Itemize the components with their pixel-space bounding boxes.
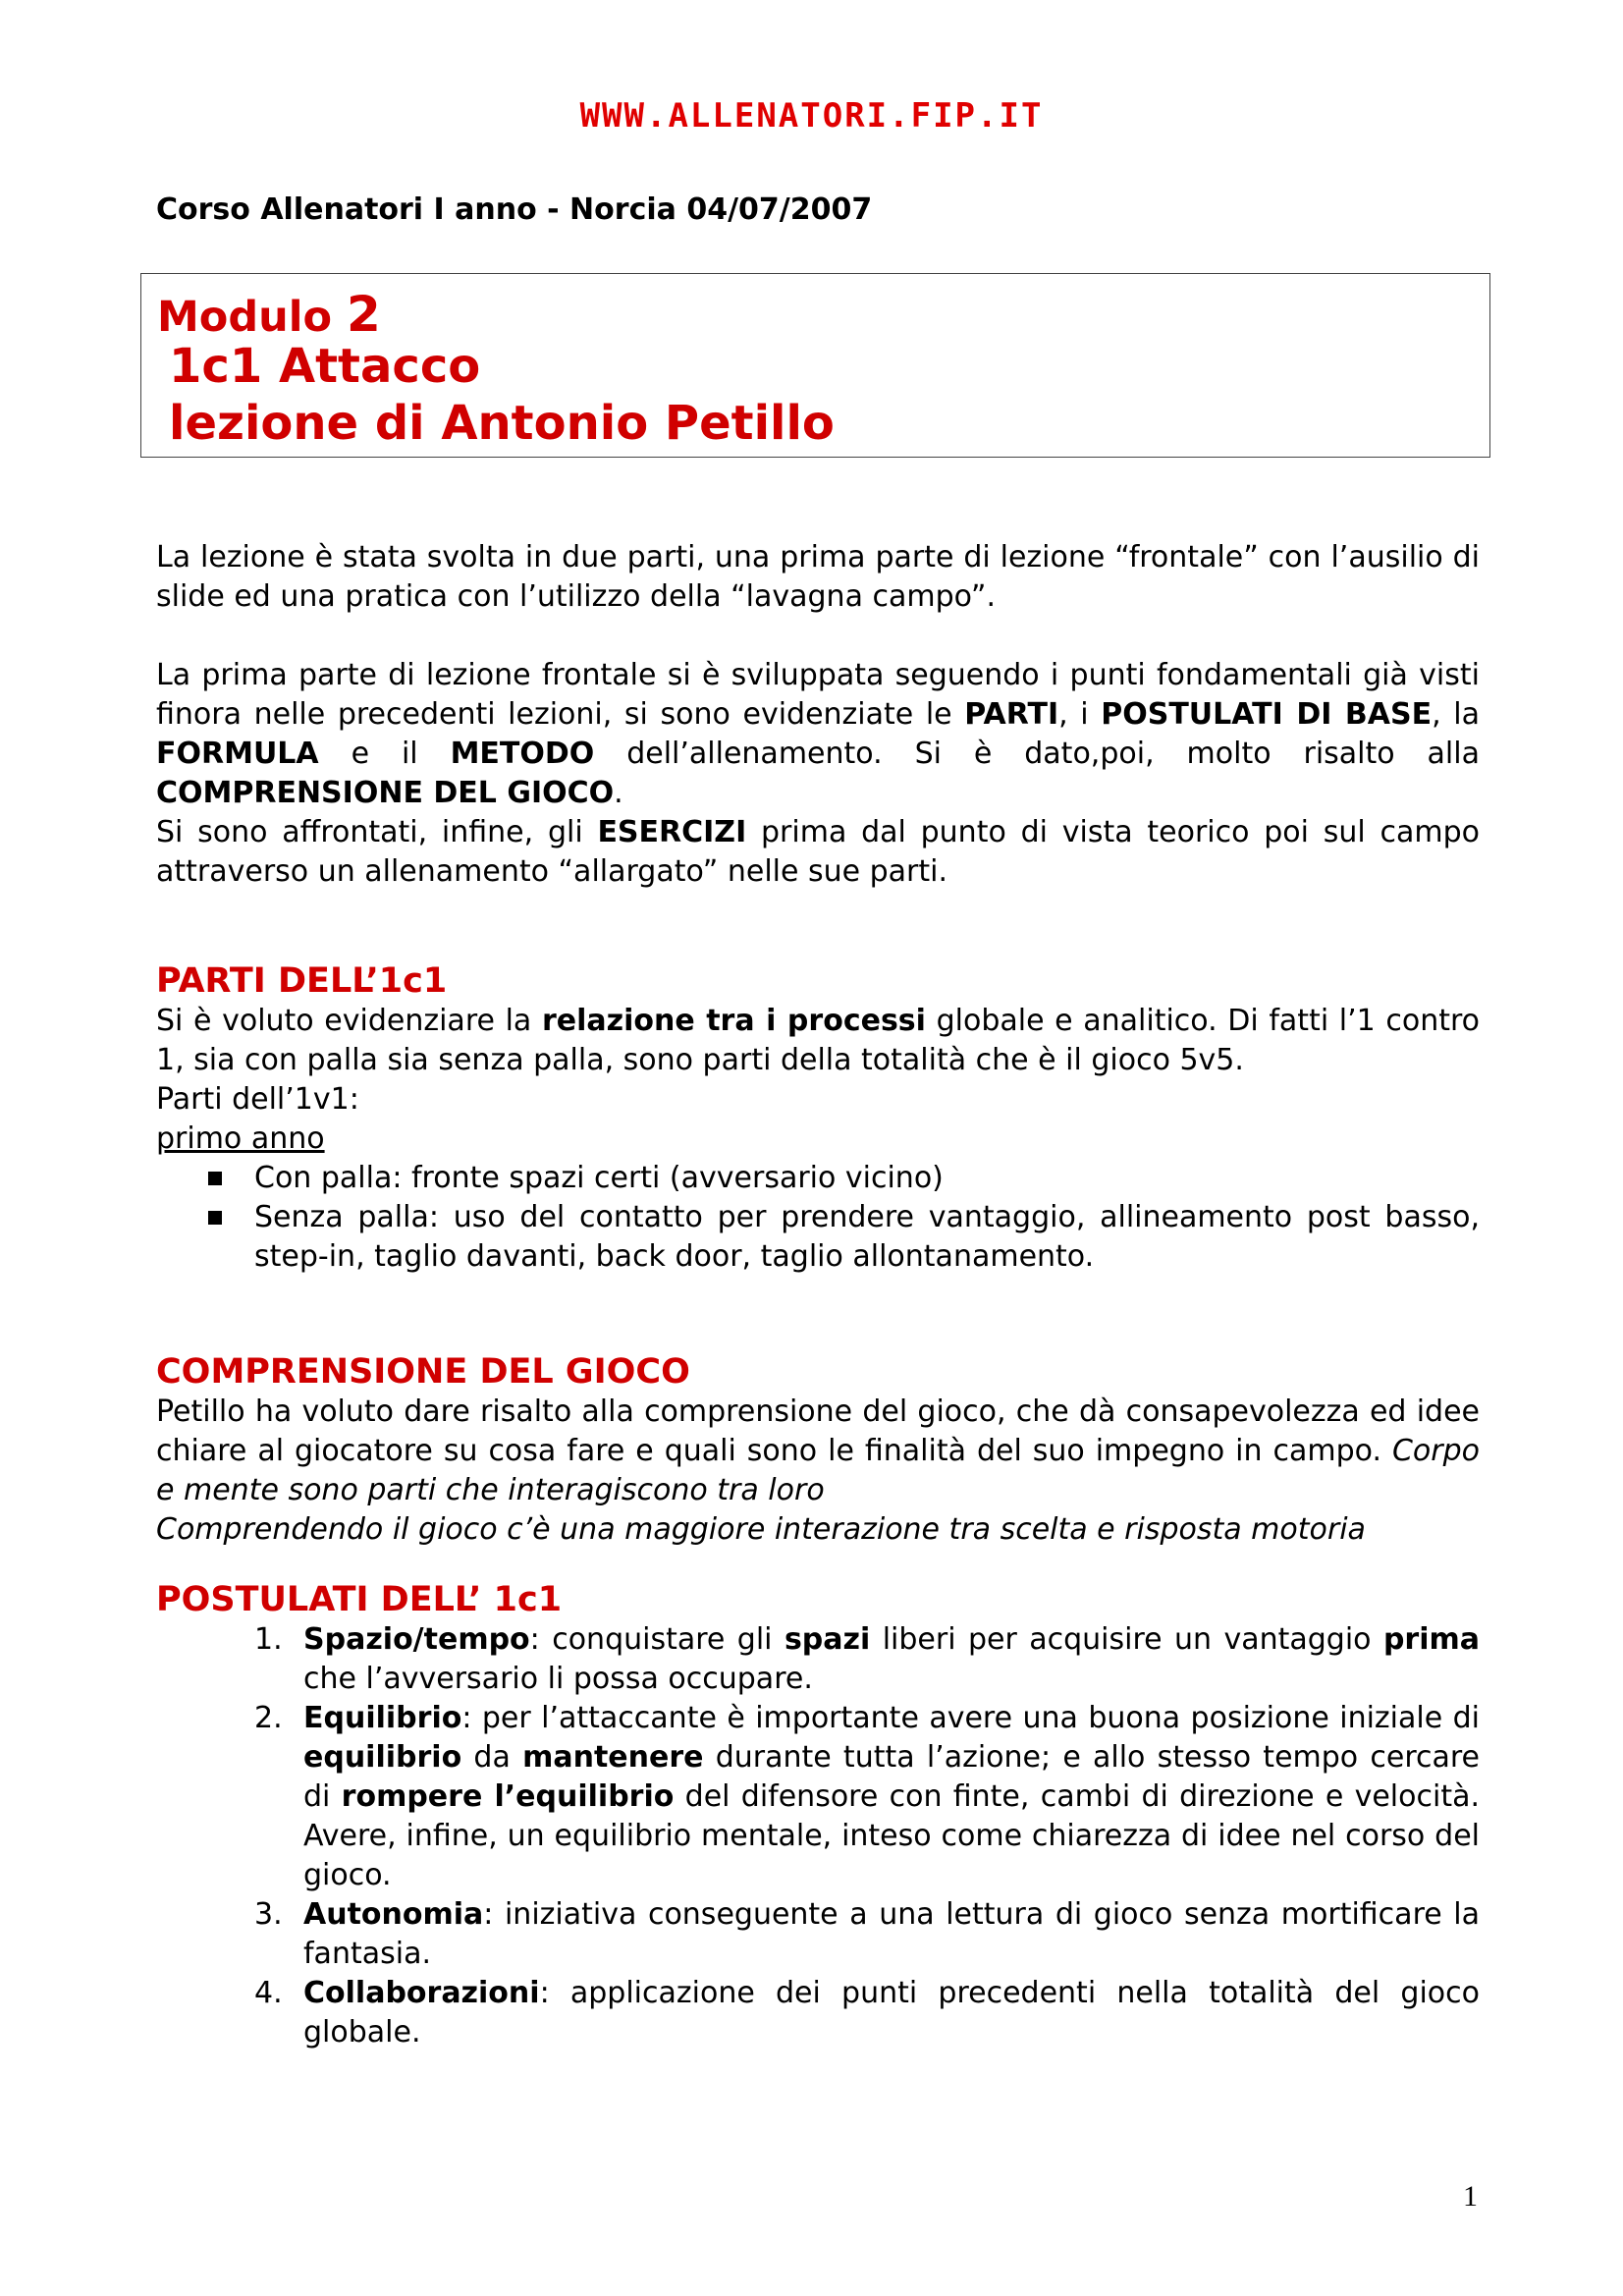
document-body: [156, 538, 1480, 2052]
title-box: [140, 273, 1490, 458]
list-item: Con palla: fronte spazi certi (avversario vicino): [254, 1159, 1480, 1198]
module-number: 2: [347, 286, 381, 343]
section-heading-comprensione: COMPRENSIONE DEL GIOCO: [156, 1352, 690, 1392]
comprensione-paragraph-2: Comprendendo il gioco c’è una maggiore interazione tra scelta e risposta motoria: [156, 1512, 1366, 1547]
parti-bullet-list: [156, 1159, 1480, 1277]
list-item: 3. Autonomia: iniziativa conseguente a una lettura di gioco senza mortificare la fantasia.: [254, 1897, 1480, 1971]
list-item: 2. Equilibrio: per l’attaccante è importante avere una buona posizione iniziale di equilibrio da mantenere durante tutta l’azione; e allo stesso tempo cercare di rompere l’equilibrio del difensore con finte, cambi di direzione e velocità. Avere, infine, un equilibrio mentale, inteso come chiarezza di idee nel corso del gioco.: [254, 1701, 1481, 1892]
list-item: 1. Spazio/tempo: conquistare gli spazi liberi per acquisire un vantaggio prima che l’avversario li possa occupare.: [254, 1622, 1481, 1696]
intro-paragraph-3: Si sono affrontati, infine, gli ESERCIZI prima dal punto di vista teorico poi sul campo attraverso un allenamento “allargato” nelle sue parti.: [156, 815, 1480, 889]
page-number: 1: [1463, 2180, 1478, 2213]
lesson-topic: 1c1 Attacco: [169, 339, 481, 394]
section-heading-postulati: POSTULATI DELL’ 1c1: [156, 1580, 563, 1619]
comprensione-paragraph-1: Petillo ha voluto dare risalto alla comprensione del gioco, che dà consapevolezza ed idee chiare al giocatore su cosa fare e quali sono le finalità del suo impegno in campo. Corpo e mente sono parti che interagiscono tra loro: [156, 1394, 1480, 1507]
list-item: Senza palla: uso del contatto per prendere vantaggio, allineamento post basso, step-in, taglio davanti, back door, taglio allontanamento.: [254, 1198, 1480, 1277]
list-item: 4. Collaborazioni: applicazione dei punti precedenti nella totalità del gioco globale.: [254, 1976, 1480, 2050]
parti-paragraph-1: Si è voluto evidenziare la relazione tra i processi globale e analitico. Di fatti l’1 contro 1, sia con palla sia senza palla, sono parti della totalità che è il gioco 5v5.: [156, 1004, 1481, 1077]
parti-subheading: primo anno: [156, 1121, 325, 1156]
parti-paragraph-2: Parti dell’1v1:: [156, 1082, 359, 1117]
module-label: Modulo: [157, 293, 333, 342]
intro-paragraph-1: La lezione è stata svolta in due parti, una prima parte di lezione “frontale” con l’ausilio di slide ed una pratica con l’utilizzo della “lavagna campo”.: [156, 540, 1480, 614]
lesson-author: lezione di Antonio Petillo: [169, 396, 835, 451]
site-url[interactable]: WWW.ALLENATORI.FIP.IT: [579, 96, 1044, 136]
section-heading-parti: PARTI DELL’1c1: [156, 961, 448, 1001]
module-heading: [157, 286, 381, 343]
course-title: Corso Allenatori I anno - Norcia 04/07/2007: [156, 192, 873, 227]
postulati-list: [156, 1620, 1480, 2052]
intro-paragraph-2: La prima parte di lezione frontale si è sviluppata seguendo i punti fondamentali già visti finora nelle precedenti lezioni, si sono evidenziate le PARTI, i POSTULATI DI BASE, la FORMULA e il METODO dell’allenamento. Si è dato,poi, molto risalto alla COMPRENSIONE DEL GIOCO.: [156, 658, 1481, 810]
